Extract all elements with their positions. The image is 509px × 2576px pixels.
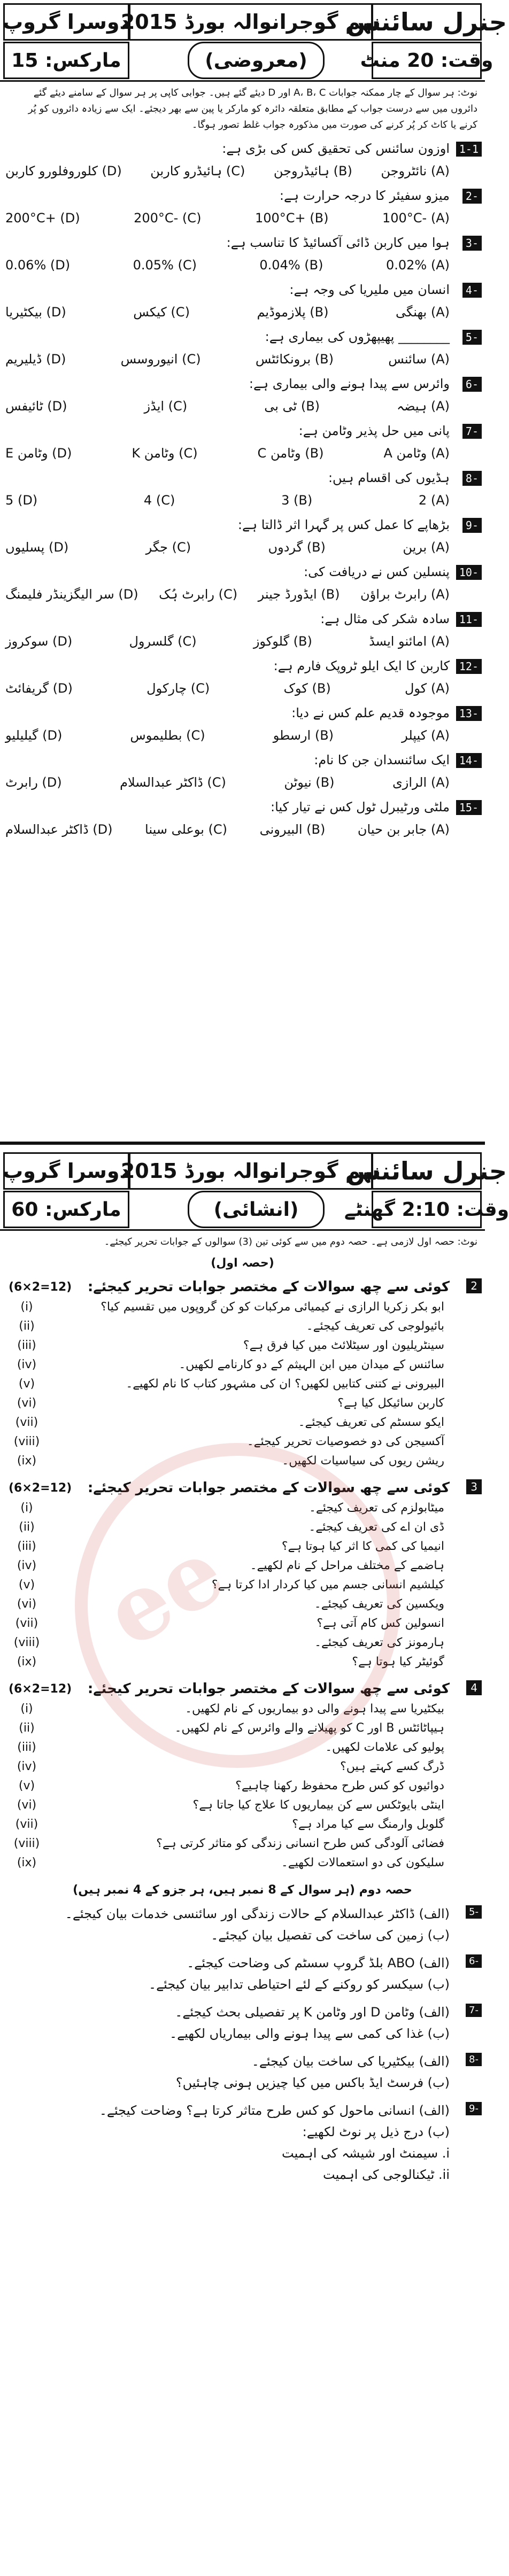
question-number: -5 xyxy=(462,330,482,345)
option: (C) انیوروسس xyxy=(120,352,201,367)
mcq-question xyxy=(0,230,485,277)
mcq-question xyxy=(0,277,485,324)
mcq-question xyxy=(0,748,485,795)
question-part xyxy=(5,1815,450,1834)
option-row xyxy=(5,443,450,463)
part-number: (vi) xyxy=(17,1597,37,1611)
question-stem: بڑھاپے کا عمل کس پر گہرا اثر ڈالتا ہے: xyxy=(237,517,450,532)
marks-breakdown: (6×2=12) xyxy=(9,1281,72,1294)
option-row xyxy=(5,490,450,510)
mcq-question xyxy=(0,795,485,842)
question-part xyxy=(5,1432,450,1452)
question-line: (ب) زمین کی ساخت کی تفصیل بیان کیجئے۔ xyxy=(211,1928,450,1943)
option: (C) چارکول xyxy=(146,681,210,696)
question-line: (ب) غذا کی کمی سے پیدا ہونے والی بیماریاں لکھیے۔ xyxy=(169,2026,450,2041)
question-stem: موجودہ قدیم علم کس نے دیا: xyxy=(291,705,450,720)
part-number: (vi) xyxy=(17,1396,37,1410)
question-stem: انسان میں ملیریا کی وجہ ہے: xyxy=(289,282,450,297)
subjective-note: نوٹ: حصہ اول لازمی ہے۔ حصہ دوم میں سے کوئی تین (3) سوالوں کے جوابات تحریر کیجئے۔ xyxy=(104,1236,477,1247)
option: (C) کیکس xyxy=(133,305,190,320)
question-line: (الف) ڈاکٹر عبدالسلام کے حالات زندگی اور سائنسی خدمات بیان کیجئے۔ xyxy=(65,1906,450,1921)
option: (C) ہائیڈرو کاربن xyxy=(150,164,245,179)
question-stem: ایک سائنسدان جن کا نام: xyxy=(314,752,450,767)
part-number: (iii) xyxy=(17,1540,36,1553)
option: (A) الرازی xyxy=(392,775,450,790)
option: (C) جگر xyxy=(145,540,191,555)
option-row xyxy=(5,678,450,699)
part-list xyxy=(5,1499,450,1672)
option: (B) گردوں xyxy=(268,540,326,555)
long-question xyxy=(0,1949,485,1998)
part-text: انسولین کس کام آتی ہے؟ xyxy=(317,1617,444,1630)
part-list xyxy=(5,1700,450,1873)
part-number: (ii) xyxy=(19,1520,35,1534)
group-instruction: کوئی سے چھ سوالات کے مختصر جوابات تحریر کیجئے: xyxy=(87,1279,450,1295)
question-part xyxy=(5,1796,450,1815)
option: (A) کیپلر xyxy=(402,728,450,743)
option: (D) بیکٹیریا xyxy=(5,305,66,320)
part-number: (iv) xyxy=(17,1559,37,1572)
subject-title: جنرل سائنس xyxy=(372,3,482,41)
question-number: -8 xyxy=(466,2053,482,2066)
option: (A) نائٹروجن xyxy=(381,164,450,179)
part-number: (viii) xyxy=(13,1435,40,1448)
option: (B) برونکائٹس xyxy=(255,352,334,367)
part-number: (v) xyxy=(18,1377,35,1391)
mcq-question xyxy=(0,418,485,465)
part-text: فضائی آلودگی کس طرح انسانی زندگی کو متاثر کرتی ہے؟ xyxy=(156,1837,444,1850)
part-number: (ix) xyxy=(17,1454,37,1468)
subjective-paper xyxy=(0,1149,509,2576)
part-text: گوئیٹر کیا ہوتا ہے؟ xyxy=(352,1655,444,1669)
group-instruction: کوئی سے چھ سوالات کے مختصر جوابات تحریر کیجئے: xyxy=(87,1681,450,1697)
question-number: -12 xyxy=(456,659,482,674)
option: (A) وٹامن A xyxy=(383,446,450,461)
option: (A) 2 xyxy=(418,493,450,508)
question-number: -3 xyxy=(462,236,482,251)
question-line: (الف) بیکٹیریا کی ساخت بیان کیجئے۔ xyxy=(251,2054,450,2069)
question-stem: میزو سفیئر کا درجہ حرارت ہے: xyxy=(279,188,450,203)
part-text: گلوبل وارمنگ سے کیا مراد ہے؟ xyxy=(292,1818,444,1831)
question-number: -2 xyxy=(462,189,482,204)
group-label: دوسرا گروپ xyxy=(3,1152,129,1190)
group-label: دوسرا گروپ xyxy=(3,3,129,41)
short-question-group xyxy=(0,1675,485,1876)
long-question xyxy=(0,2047,485,2097)
part-text: کیلشیم انسانی جسم میں کیا کردار ادا کرتا ہے؟ xyxy=(211,1578,444,1592)
option: (A) امائنو ایسڈ xyxy=(369,634,450,649)
option-row xyxy=(5,208,450,228)
option: (C) -200°C xyxy=(134,211,202,226)
question-part xyxy=(5,1452,450,1471)
part-number: (vii) xyxy=(15,1818,38,1831)
long-question xyxy=(0,1998,485,2047)
option: (B) پلازموڈیم xyxy=(257,305,329,320)
option: (D) گریفائٹ xyxy=(5,681,73,696)
question-part xyxy=(5,1375,450,1394)
subjective-header xyxy=(0,1149,509,1231)
question-number: -4 xyxy=(462,283,482,298)
option: (D) 0.06% xyxy=(5,258,71,273)
question-number: -10 xyxy=(456,565,482,580)
option: (B) کوک xyxy=(283,681,331,696)
question-stem: پانی میں حل پذیر وٹامن ہے: xyxy=(298,423,450,438)
question-part xyxy=(5,1757,450,1776)
part-number: (vii) xyxy=(15,1416,38,1429)
question-part xyxy=(5,1556,450,1576)
question-part xyxy=(5,1700,450,1719)
option: (D) ٹائیفس xyxy=(5,399,67,414)
question-number: 4 xyxy=(466,1680,482,1695)
option: (B) ہائیڈروجن xyxy=(273,164,352,179)
option: (A) 0.02% xyxy=(385,258,450,273)
part-text: بیکٹیریا سے پیدا ہونے والی دو بیماریوں کے نام لکھیں۔ xyxy=(185,1702,444,1716)
option: (D) 5 xyxy=(5,493,38,508)
option: (C) گلسرول xyxy=(129,634,197,649)
question-part xyxy=(5,1776,450,1796)
question-number: -8 xyxy=(462,471,482,486)
part-number: (iii) xyxy=(17,1741,36,1754)
objective-note: نوٹ: ہر سوال کے چار ممکنہ جوابات A، B، C اور D دیئے گئے ہیں۔ جوابی کاپی پر ہر سوال کے سامنے دیئے گئے دائروں میں سے درست جواب کے مطابق متعلقہ دائرہ کو مارکر یا پین سے بھر دیجئے۔ ایک سے زیادہ دائروں کو پُر کرنے یا کاٹ کر پُر کرنے کی صورت میں مذکورہ جواب غلط تصور ہوگا۔ xyxy=(28,87,477,130)
part-text: دوائیوں کو کس طرح محفوظ رکھنا چاہیے؟ xyxy=(235,1779,444,1793)
part-number: (vii) xyxy=(15,1617,38,1630)
option: (D) کلوروفلورو کاربن xyxy=(5,164,122,179)
short-question-group xyxy=(0,1474,485,1675)
subject-title: جنرل سائنس xyxy=(372,1152,482,1190)
part-number: (ii) xyxy=(19,1721,35,1735)
option-row xyxy=(5,255,450,275)
question-line: (الف) وٹامن D اور وٹامن K پر تفصیلی بحث کیجئے۔ xyxy=(175,2005,450,2020)
option-row xyxy=(5,302,450,322)
part-text: ریشن ریوں کی سیاسیات لکھیں۔ xyxy=(282,1454,444,1468)
part-number: (i) xyxy=(20,1300,33,1314)
question-stem: ہڈیوں کی اقسام ہیں: xyxy=(328,470,450,485)
question-stem: ملٹی ورٹیبرل ٹول کس نے تیار کیا: xyxy=(270,800,450,814)
marks-label: مارکس: 15 xyxy=(3,42,129,79)
part-text: ہاضمے کے مختلف مراحل کے نام لکھیے۔ xyxy=(250,1559,444,1572)
question-part xyxy=(5,1336,450,1355)
part-text: ہیپاٹائٹس B اور C کو پھیلانے والے وائرس کے نام لکھیں۔ xyxy=(174,1721,444,1735)
paper-type: (معروضی) xyxy=(188,42,325,79)
question-stem: وائرس سے پیدا ہونے والی بیماری ہے: xyxy=(249,376,450,391)
option: (A) کول xyxy=(404,681,450,696)
question-line: (الف) ABO بلڈ گروپ سسٹم کی وضاحت کیجئے۔ xyxy=(187,1956,450,1970)
question-line: i. سیمنٹ اور شیشہ کی اہمیت xyxy=(282,2146,450,2161)
time-label: وقت: 20 منٹ xyxy=(372,42,482,79)
mcq-question xyxy=(0,324,485,371)
part-list xyxy=(5,1298,450,1471)
part-text: البیرونی نے کتنی کتابیں لکھیں؟ ان کی مشہور کتاب کا نام لکھیے۔ xyxy=(126,1377,444,1391)
option: (A) -100°C xyxy=(382,211,450,226)
option-row xyxy=(5,396,450,416)
part-number: (viii) xyxy=(13,1837,40,1850)
watermark-logo: ee xyxy=(88,1517,242,1668)
long-questions xyxy=(0,1900,485,2189)
question-number: -9 xyxy=(462,518,482,533)
option: (B) گلوکوز xyxy=(253,634,312,649)
marks-breakdown: (6×2=12) xyxy=(9,1481,72,1495)
question-number: 1-1 xyxy=(456,142,482,157)
question-part xyxy=(5,1738,450,1757)
question-part xyxy=(5,1537,450,1556)
question-part xyxy=(5,1413,450,1432)
question-part xyxy=(5,1834,450,1853)
question-part xyxy=(5,1355,450,1375)
option: (C) ایڈز xyxy=(144,399,188,414)
part-text: سائنس کے میدان میں ابن الہیثم کے دو کارنامے لکھیں۔ xyxy=(179,1358,444,1371)
time-label: وقت: 2:10 گھنٹے xyxy=(372,1191,482,1228)
part-text: آکسیجن کی دو خصوصیات تحریر کیجئے۔ xyxy=(246,1435,444,1448)
board-title: نہم گوجرانوالہ بورڈ 2015 xyxy=(129,3,373,41)
question-number: -6 xyxy=(462,377,482,392)
question-part xyxy=(5,1499,450,1518)
question-part xyxy=(5,1614,450,1633)
option: (B) 3 xyxy=(281,493,313,508)
marks-breakdown: (6×2=12) xyxy=(9,1682,72,1696)
question-number: -9 xyxy=(466,2102,482,2115)
part-text: ویکسین کی تعریف کیجئے۔ xyxy=(314,1597,444,1611)
mcq-question xyxy=(0,560,485,607)
part-text: اینٹی بایوٹکس سے کن بیماریوں کا علاج کیا جاتا ہے؟ xyxy=(192,1798,444,1812)
short-questions xyxy=(0,1273,485,1876)
part-number: (viii) xyxy=(13,1636,40,1649)
question-stem: ہوا میں کاربن ڈائی آکسائیڈ کا تناسب ہے: xyxy=(226,235,450,250)
question-stem: اوزون سائنس کی تحقیق کس کی بڑی ہے: xyxy=(222,141,450,156)
part-number: (ii) xyxy=(19,1320,35,1333)
question-number: 3 xyxy=(466,1479,482,1494)
part-text: میٹابولزم کی تعریف کیجئے۔ xyxy=(309,1501,444,1515)
option: (A) سائنس xyxy=(388,352,450,367)
option: (D) سوکروز xyxy=(5,634,73,649)
part-number: (v) xyxy=(18,1779,35,1793)
question-stem: پنسلین کس نے دریافت کی: xyxy=(304,564,450,579)
part-text: ایکو سسٹم کی تعریف کیجئے۔ xyxy=(298,1416,444,1429)
long-question xyxy=(0,2097,485,2189)
question-stem: سادہ شکر کی مثال ہے: xyxy=(320,611,450,626)
option-row xyxy=(5,349,450,369)
mcq-question xyxy=(0,136,485,183)
option: (C) بوعلی سینا xyxy=(145,822,228,837)
part-text: ڈی ان اے کی تعریف کیجئے۔ xyxy=(309,1520,444,1534)
part-number: (v) xyxy=(18,1578,35,1592)
option-row xyxy=(5,772,450,793)
option-row xyxy=(5,631,450,651)
mcq-question xyxy=(0,513,485,560)
option: (D) ڈاکٹر عبدالسلام xyxy=(5,822,113,837)
part-text: سلیکون کی دو استعمالات لکھیے۔ xyxy=(281,1856,444,1869)
question-part xyxy=(5,1595,450,1614)
option: (B) ٹی بی xyxy=(264,399,320,414)
option: (C) 4 xyxy=(143,493,175,508)
board-title: نہم گوجرانوالہ بورڈ 2015 xyxy=(129,1152,373,1190)
mcq-question xyxy=(0,183,485,230)
part-text: ہارمونز کی تعریف کیجئے۔ xyxy=(314,1636,444,1649)
option: (B) ارسطو xyxy=(273,728,334,743)
option: (D) ڈیلیریم xyxy=(5,352,66,367)
section-one-title: (حصہ اول) xyxy=(211,1256,274,1270)
option: (A) بھنگی xyxy=(395,305,450,320)
option: (D) وٹامن E xyxy=(5,446,72,461)
question-part xyxy=(5,1853,450,1873)
option: (D) گیلیلیو xyxy=(5,728,63,743)
option: (A) برین xyxy=(403,540,450,555)
question-number: -7 xyxy=(462,424,482,439)
part-number: (ix) xyxy=(17,1655,37,1669)
part-text: سینٹریلیون اور سیٹلائٹ میں کیا فرق ہے؟ xyxy=(243,1339,444,1352)
marks-label: مارکس: 60 xyxy=(3,1191,129,1228)
section-two-title: حصہ دوم (ہر سوال کے 8 نمبر ہیں، ہر جزو کے 4 نمبر ہیں) xyxy=(73,1883,412,1897)
question-line: (ب) فرسٹ ایڈ باکس میں کیا چیزیں ہونی چاہئیں؟ xyxy=(175,2075,450,2090)
question-line: (ب) درج ذیل پر نوٹ لکھیے: xyxy=(302,2124,450,2139)
part-text: انیمیا کی کمی کا اثر کیا ہوتا ہے؟ xyxy=(281,1540,444,1553)
paper-divider xyxy=(0,1142,485,1145)
question-number: -7 xyxy=(466,2004,482,2017)
part-text: پولیو کی علامات لکھیں۔ xyxy=(325,1741,444,1754)
question-number: 2 xyxy=(466,1278,482,1293)
part-number: (iv) xyxy=(17,1760,37,1773)
option-row xyxy=(5,584,450,604)
question-line: (ب) سیکسر کو روکنے کے لئے احتیاطی تدابیر بیان کیجئے۔ xyxy=(149,1977,450,1992)
question-part xyxy=(5,1394,450,1413)
question-number: -13 xyxy=(456,706,482,721)
part-text: کاربن سائیکل کیا ہے؟ xyxy=(337,1396,444,1410)
question-number: -14 xyxy=(456,753,482,768)
mcq-list xyxy=(0,136,485,842)
question-line: ii. ٹیکنالوجی کی اہمیت xyxy=(323,2167,450,2182)
option-row xyxy=(5,725,450,746)
part-text: ابو بکر زکریا الرازی نے کیمیائی مرکبات کو کن گروپوں میں تقسیم کیا؟ xyxy=(101,1300,444,1314)
option: (C) ڈاکٹر عبدالسلام xyxy=(120,775,226,790)
part-number: (iv) xyxy=(17,1358,37,1371)
mcq-question xyxy=(0,371,485,418)
objective-header xyxy=(0,0,507,82)
option: (A) رابرٹ براؤن xyxy=(360,587,450,602)
option: (A) جابر بن حیان xyxy=(357,822,450,837)
objective-paper xyxy=(0,0,507,1133)
mcq-question xyxy=(0,654,485,701)
question-part xyxy=(5,1576,450,1595)
question-stem: کاربن کا ایک ایلو ٹروپک فارم ہے: xyxy=(273,658,450,673)
part-number: (iii) xyxy=(17,1339,36,1352)
question-part xyxy=(5,1652,450,1672)
option: (C) وٹامن K xyxy=(132,446,198,461)
question-part xyxy=(5,1518,450,1537)
option: (B) وٹامن C xyxy=(257,446,324,461)
part-number: (ix) xyxy=(17,1856,37,1869)
option: (B) ایڈورڈ جینر xyxy=(258,587,340,602)
question-line: (الف) انسانی ماحول کو کس طرح متاثر کرتا ہے؟ وضاحت کیجئے۔ xyxy=(99,2103,450,2118)
question-part xyxy=(5,1719,450,1738)
option: (C) بطلیموس xyxy=(130,728,205,743)
question-part xyxy=(5,1317,450,1336)
question-number: -11 xyxy=(456,612,482,627)
option: (B) نیوٹن xyxy=(284,775,335,790)
group-instruction: کوئی سے چھ سوالات کے مختصر جوابات تحریر کیجئے: xyxy=(87,1480,450,1496)
option-row xyxy=(5,819,450,840)
long-question xyxy=(0,1900,485,1949)
question-part xyxy=(5,1298,450,1317)
mcq-question xyxy=(0,607,485,654)
option: (D) رابرٹ xyxy=(5,775,62,790)
question-number: -5 xyxy=(466,1905,482,1919)
paper-type: (انشائی) xyxy=(188,1191,325,1228)
option: (B) البیرونی xyxy=(259,822,326,837)
option: (D) +200°C xyxy=(5,211,80,226)
option-row xyxy=(5,537,450,557)
question-part xyxy=(5,1633,450,1652)
option: (C) رابرٹ ہُک xyxy=(159,587,238,602)
option: (D) سر الیگزینڈر فلیمنگ xyxy=(5,587,138,602)
mcq-question xyxy=(0,701,485,748)
option: (C) 0.05% xyxy=(133,258,197,273)
option: (B) +100°C xyxy=(254,211,329,226)
question-number: -6 xyxy=(466,1954,482,1968)
part-number: (i) xyxy=(20,1702,33,1716)
part-number: (i) xyxy=(20,1501,33,1515)
part-text: ڈرگ کسے کہتے ہیں؟ xyxy=(340,1760,444,1773)
part-number: (vi) xyxy=(17,1798,37,1812)
option-row xyxy=(5,161,450,181)
question-stem: ________ پھیپھڑوں کی بیماری ہے: xyxy=(265,329,450,344)
option: (A) ہیضہ xyxy=(397,399,450,414)
mcq-question xyxy=(0,465,485,513)
option: (D) پسلیوں xyxy=(5,540,69,555)
question-number: -15 xyxy=(456,800,482,815)
option: (B) 0.04% xyxy=(259,258,323,273)
part-text: بائیولوجی کی تعریف کیجئے۔ xyxy=(306,1320,444,1333)
short-question-group xyxy=(0,1273,485,1474)
